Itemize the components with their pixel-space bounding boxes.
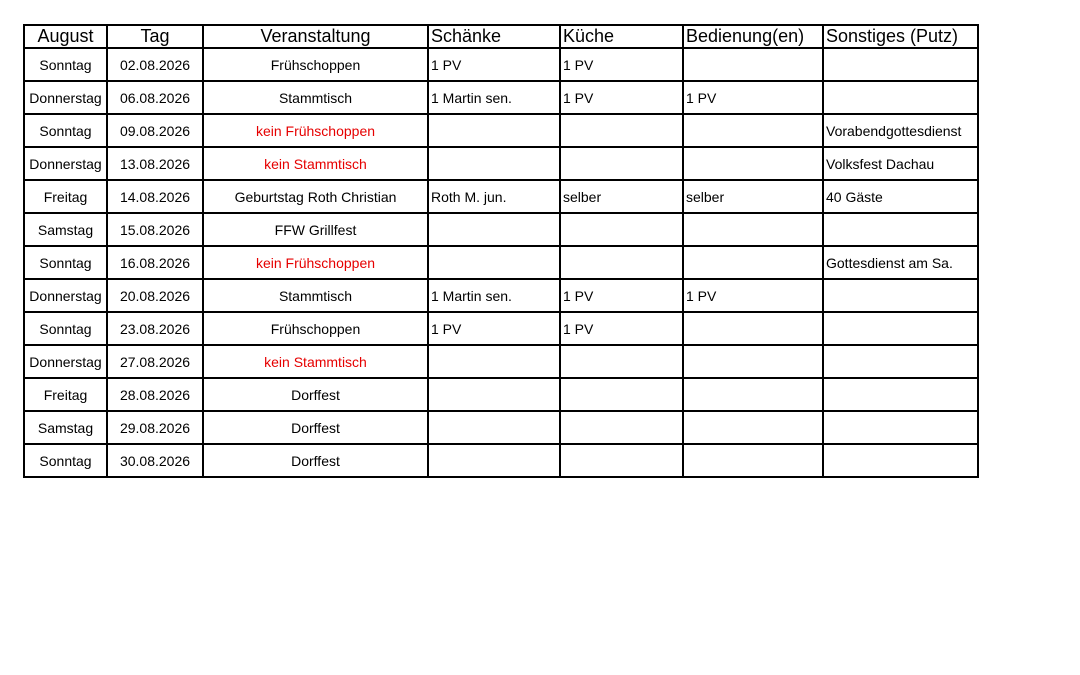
service-cell	[683, 114, 823, 147]
table-row	[24, 81, 978, 114]
header-bar: Schänke	[428, 25, 560, 48]
bar-cell	[428, 213, 560, 246]
other-cell	[823, 345, 978, 378]
other-cell	[823, 213, 978, 246]
date-cell: 09.08.2026	[107, 114, 203, 147]
bar-cell	[428, 345, 560, 378]
other-cell: Vorabendgottesdienst	[823, 114, 978, 147]
kitchen-cell	[560, 444, 683, 477]
table-row	[24, 213, 978, 246]
kitchen-cell	[560, 411, 683, 444]
date-cell: 23.08.2026	[107, 312, 203, 345]
header-month: August	[24, 25, 107, 48]
header-kitchen: Küche	[560, 25, 683, 48]
kitchen-cell	[560, 114, 683, 147]
table-row	[24, 48, 978, 81]
event-cell: kein Stammtisch	[203, 147, 428, 180]
event-cell: kein Frühschoppen	[203, 246, 428, 279]
header-day: Tag	[107, 25, 203, 48]
table-row	[24, 411, 978, 444]
date-cell: 14.08.2026	[107, 180, 203, 213]
bar-cell: 1 PV	[428, 312, 560, 345]
date-cell: 16.08.2026	[107, 246, 203, 279]
bar-cell	[428, 411, 560, 444]
kitchen-cell	[560, 213, 683, 246]
bar-cell	[428, 444, 560, 477]
date-cell: 15.08.2026	[107, 213, 203, 246]
service-cell	[683, 345, 823, 378]
service-cell	[683, 411, 823, 444]
weekday-cell: Donnerstag	[24, 345, 107, 378]
event-cell: FFW Grillfest	[203, 213, 428, 246]
table-row	[24, 180, 978, 213]
weekday-cell: Sonntag	[24, 114, 107, 147]
date-cell: 28.08.2026	[107, 378, 203, 411]
event-cell: kein Frühschoppen	[203, 114, 428, 147]
service-cell: 1 PV	[683, 279, 823, 312]
weekday-cell: Sonntag	[24, 444, 107, 477]
kitchen-cell	[560, 345, 683, 378]
bar-cell	[428, 246, 560, 279]
bar-cell: 1 Martin sen.	[428, 81, 560, 114]
date-cell: 30.08.2026	[107, 444, 203, 477]
kitchen-cell	[560, 246, 683, 279]
event-cell: Stammtisch	[203, 279, 428, 312]
header-row	[24, 25, 978, 48]
weekday-cell: Sonntag	[24, 246, 107, 279]
table-row	[24, 345, 978, 378]
weekday-cell: Donnerstag	[24, 279, 107, 312]
header-event: Veranstaltung	[203, 25, 428, 48]
kitchen-cell	[560, 147, 683, 180]
service-cell: selber	[683, 180, 823, 213]
table-row	[24, 444, 978, 477]
weekday-cell: Sonntag	[24, 312, 107, 345]
other-cell	[823, 411, 978, 444]
service-cell	[683, 312, 823, 345]
bar-cell: Roth M. jun.	[428, 180, 560, 213]
table-row	[24, 378, 978, 411]
event-cell: Frühschoppen	[203, 312, 428, 345]
weekday-cell: Donnerstag	[24, 81, 107, 114]
other-cell	[823, 444, 978, 477]
event-cell: Stammtisch	[203, 81, 428, 114]
date-cell: 02.08.2026	[107, 48, 203, 81]
service-cell	[683, 213, 823, 246]
weekday-cell: Samstag	[24, 411, 107, 444]
bar-cell: 1 PV	[428, 48, 560, 81]
bar-cell: 1 Martin sen.	[428, 279, 560, 312]
header-other: Sonstiges (Putz)	[823, 25, 978, 48]
other-cell	[823, 48, 978, 81]
other-cell	[823, 81, 978, 114]
bar-cell	[428, 114, 560, 147]
service-cell	[683, 147, 823, 180]
event-schedule-table	[23, 24, 979, 478]
table-row	[24, 147, 978, 180]
other-cell: 40 Gäste	[823, 180, 978, 213]
date-cell: 13.08.2026	[107, 147, 203, 180]
other-cell	[823, 312, 978, 345]
service-cell	[683, 246, 823, 279]
kitchen-cell: 1 PV	[560, 81, 683, 114]
kitchen-cell: selber	[560, 180, 683, 213]
service-cell: 1 PV	[683, 81, 823, 114]
event-cell: Dorffest	[203, 444, 428, 477]
date-cell: 06.08.2026	[107, 81, 203, 114]
header-service: Bedienung(en)	[683, 25, 823, 48]
event-cell: kein Stammtisch	[203, 345, 428, 378]
weekday-cell: Donnerstag	[24, 147, 107, 180]
service-cell	[683, 48, 823, 81]
other-cell: Gottesdienst am Sa.	[823, 246, 978, 279]
schedule-sheet	[23, 24, 979, 478]
event-cell: Frühschoppen	[203, 48, 428, 81]
date-cell: 20.08.2026	[107, 279, 203, 312]
weekday-cell: Freitag	[24, 180, 107, 213]
other-cell	[823, 279, 978, 312]
bar-cell	[428, 147, 560, 180]
kitchen-cell: 1 PV	[560, 312, 683, 345]
event-cell: Geburtstag Roth Christian	[203, 180, 428, 213]
table-row	[24, 114, 978, 147]
date-cell: 27.08.2026	[107, 345, 203, 378]
kitchen-cell: 1 PV	[560, 279, 683, 312]
service-cell	[683, 444, 823, 477]
weekday-cell: Sonntag	[24, 48, 107, 81]
schedule-body	[24, 48, 978, 477]
other-cell: Volksfest Dachau	[823, 147, 978, 180]
weekday-cell: Freitag	[24, 378, 107, 411]
bar-cell	[428, 378, 560, 411]
event-cell: Dorffest	[203, 378, 428, 411]
event-cell: Dorffest	[203, 411, 428, 444]
table-row	[24, 246, 978, 279]
table-row	[24, 279, 978, 312]
kitchen-cell	[560, 378, 683, 411]
table-row	[24, 312, 978, 345]
weekday-cell: Samstag	[24, 213, 107, 246]
other-cell	[823, 378, 978, 411]
service-cell	[683, 378, 823, 411]
date-cell: 29.08.2026	[107, 411, 203, 444]
kitchen-cell: 1 PV	[560, 48, 683, 81]
